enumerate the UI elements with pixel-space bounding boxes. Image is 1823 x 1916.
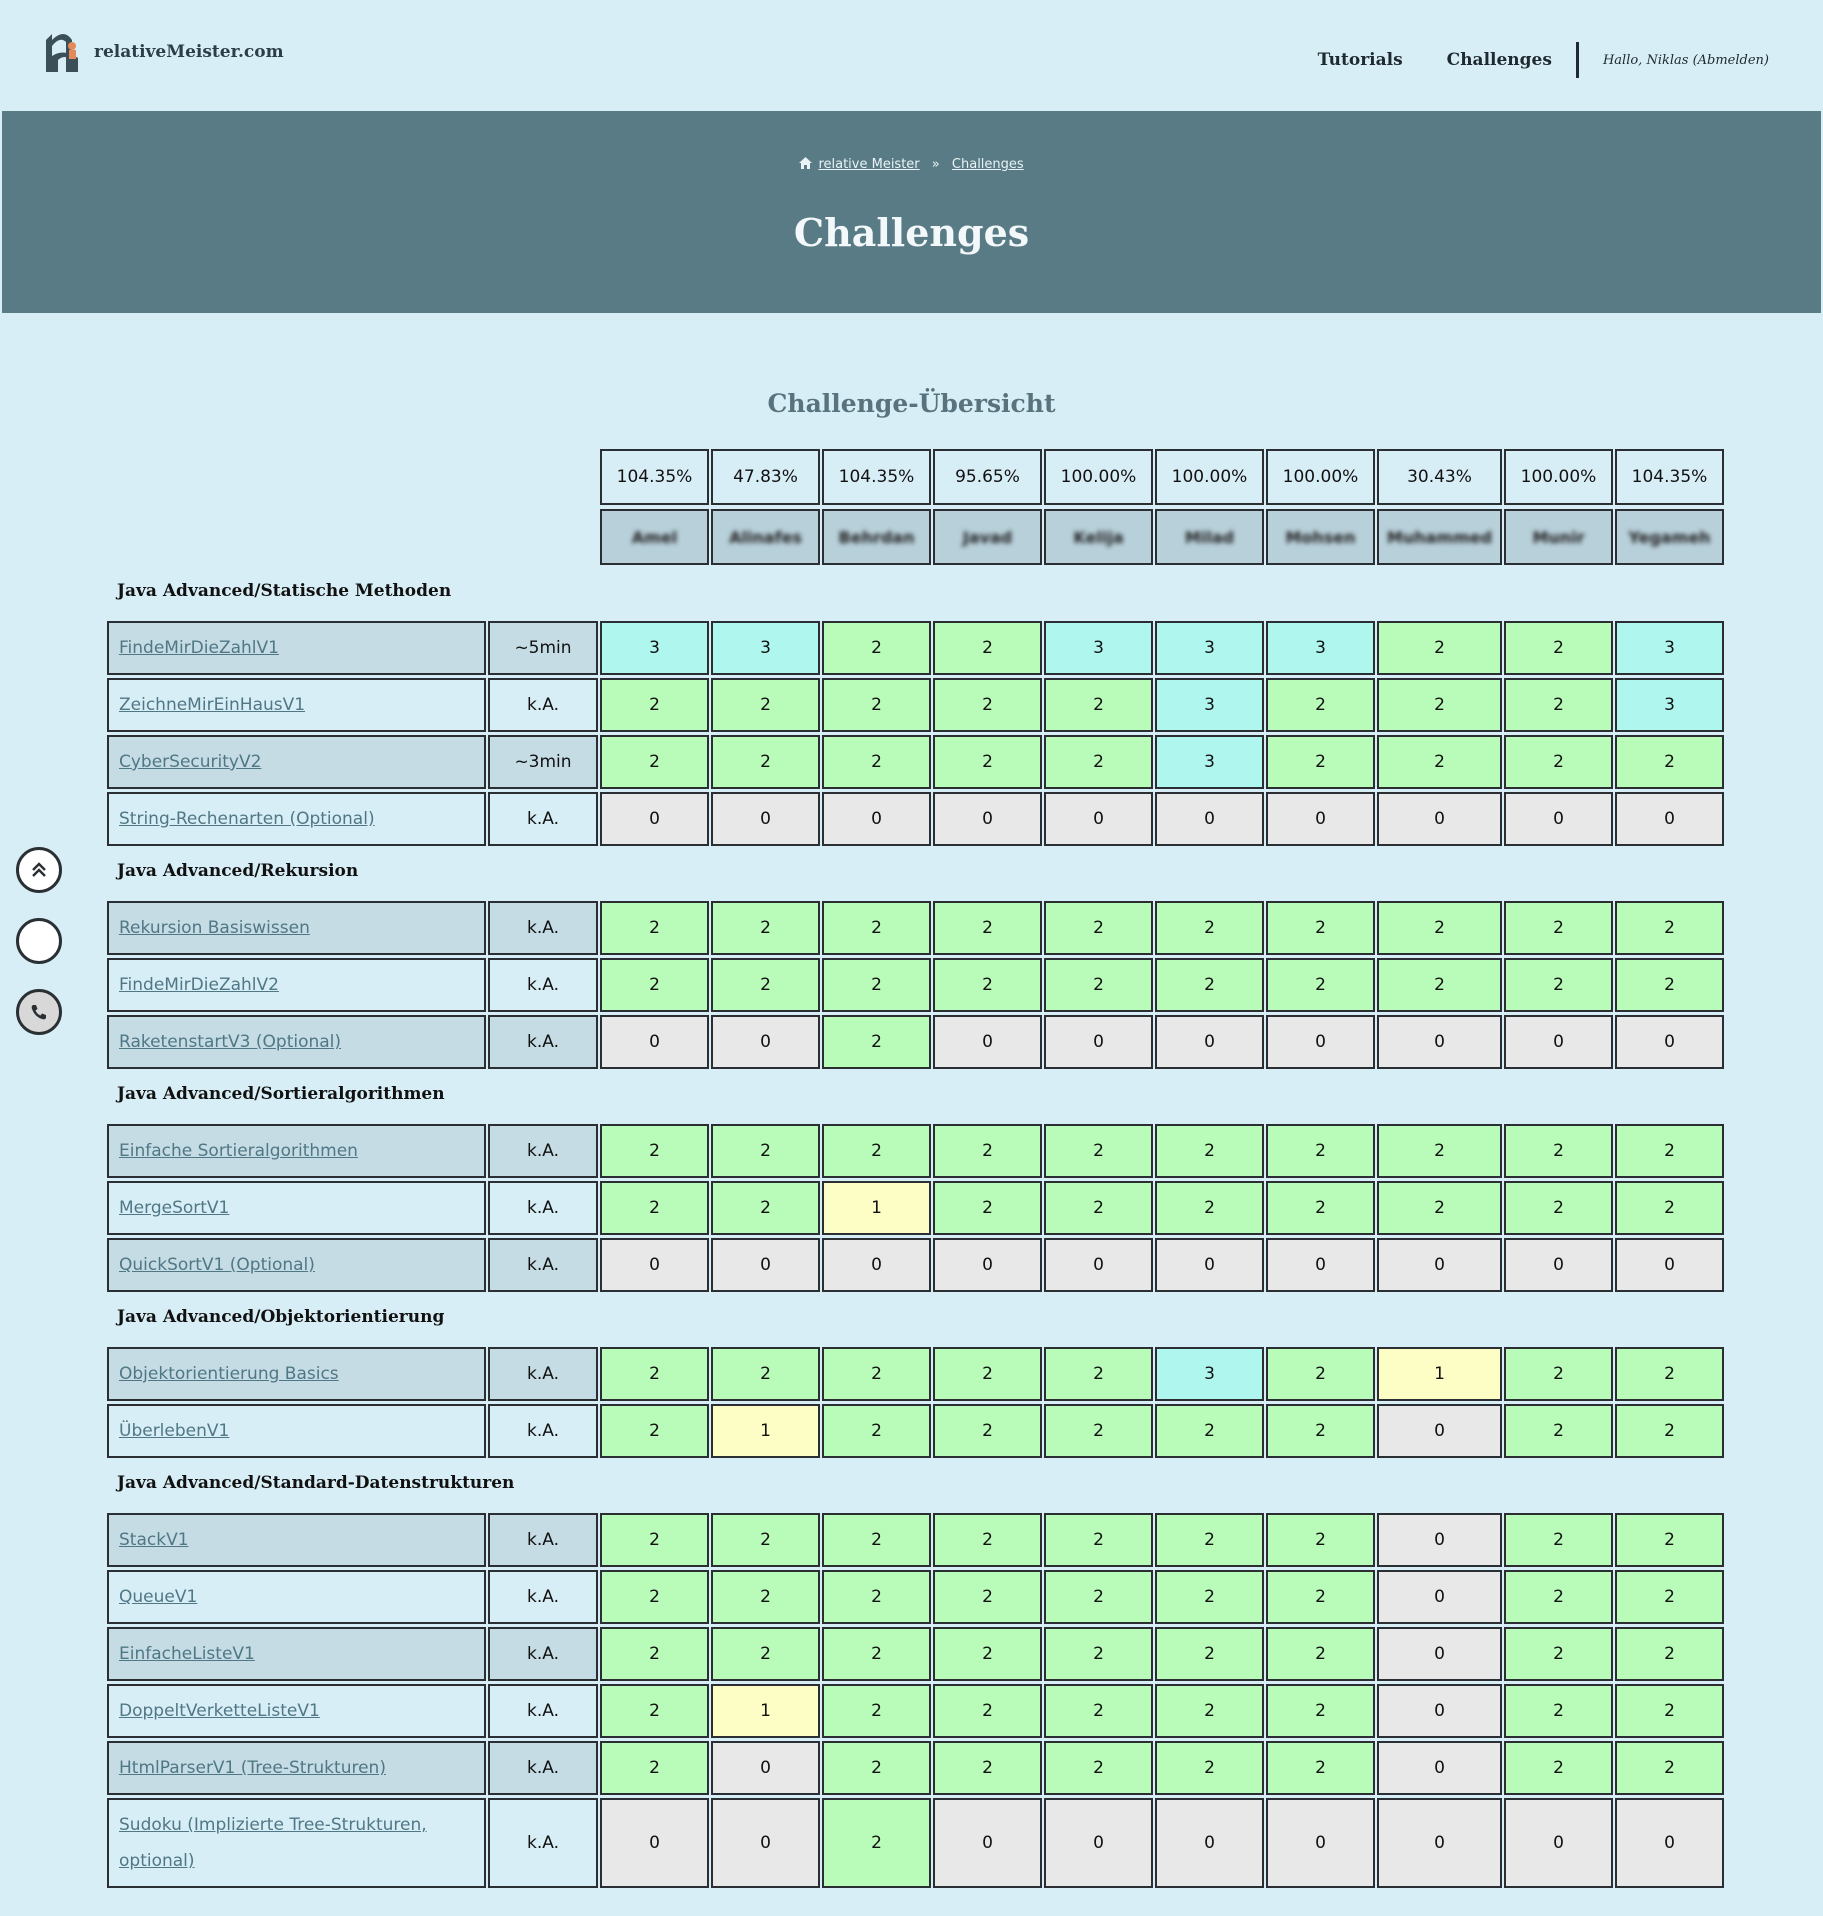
score-cell: 2 (933, 1627, 1042, 1681)
score-cell: 0 (600, 1798, 709, 1888)
score-cell: 2 (1266, 901, 1375, 955)
challenge-row (107, 1124, 486, 1178)
score-cell: 0 (711, 1015, 820, 1069)
score-cell: 2 (822, 1570, 931, 1624)
score-cell: 2 (1044, 958, 1153, 1012)
double-chevron-up-icon (29, 860, 49, 880)
completion-percent: 100.00% (1044, 449, 1153, 505)
score-cell: 2 (1266, 735, 1375, 789)
score-cell: 2 (1615, 1347, 1724, 1401)
score-cell: 2 (1504, 1570, 1613, 1624)
score-cell: 2 (822, 1015, 931, 1069)
challenge-row (107, 958, 486, 1012)
scroll-top-button[interactable] (16, 847, 62, 893)
score-cell: 0 (1377, 1684, 1502, 1738)
score-cell: 0 (1377, 1404, 1502, 1458)
score-cell: 2 (1155, 1627, 1264, 1681)
score-cell: 2 (1504, 1684, 1613, 1738)
score-cell: 2 (1615, 1513, 1724, 1567)
score-cell: 2 (1266, 1181, 1375, 1235)
score-cell: 2 (933, 621, 1042, 675)
category-heading: Java Advanced/Sortieralgorithmen (117, 1084, 445, 1104)
challenge-row (107, 792, 486, 846)
score-cell: 0 (933, 1015, 1042, 1069)
score-cell: 2 (1155, 1570, 1264, 1624)
score-cell: 2 (600, 1513, 709, 1567)
user-name: Javad (962, 527, 1013, 547)
score-cell: 2 (600, 1347, 709, 1401)
score-cell: 3 (1044, 621, 1153, 675)
challenge-link[interactable]: DoppeltVerketteListeV1 (119, 1701, 320, 1721)
score-cell: 2 (1504, 958, 1613, 1012)
score-cell: 2 (1377, 1181, 1502, 1235)
score-cell: 2 (1615, 901, 1724, 955)
score-cell: 2 (600, 1570, 709, 1624)
challenge-link[interactable]: HtmlParserV1 (Tree-Strukturen) (119, 1758, 386, 1778)
score-cell: 2 (600, 1181, 709, 1235)
estimated-time: ~5min (488, 621, 598, 675)
user-name-blurred (822, 509, 931, 565)
completion-percent: 104.35% (600, 449, 709, 505)
estimated-time: k.A. (488, 1404, 598, 1458)
challenge-link[interactable]: QuickSortV1 (Optional) (119, 1255, 315, 1275)
score-cell: 0 (822, 1238, 931, 1292)
score-cell: 2 (1155, 1741, 1264, 1795)
score-cell: 2 (1615, 1181, 1724, 1235)
challenge-link[interactable]: RaketenstartV3 (Optional) (119, 1032, 342, 1052)
score-cell: 2 (822, 678, 931, 732)
score-cell: 2 (1377, 901, 1502, 955)
score-cell: 0 (1266, 1798, 1375, 1888)
score-cell: 0 (1615, 1015, 1724, 1069)
challenge-row (107, 1238, 486, 1292)
completion-percent: 104.35% (822, 449, 931, 505)
score-cell: 2 (1504, 1513, 1613, 1567)
score-cell: 2 (822, 735, 931, 789)
completion-percent: 100.00% (1266, 449, 1375, 505)
score-cell: 2 (711, 1124, 820, 1178)
score-cell: 2 (600, 735, 709, 789)
score-cell: 2 (1266, 1627, 1375, 1681)
score-cell: 1 (822, 1181, 931, 1235)
estimated-time: k.A. (488, 1124, 598, 1178)
score-cell: 0 (1615, 1238, 1724, 1292)
score-cell: 2 (1044, 1347, 1153, 1401)
score-cell: 2 (1615, 1741, 1724, 1795)
estimated-time: k.A. (488, 958, 598, 1012)
breadcrumb-separator: » (931, 157, 940, 172)
challenge-link[interactable]: Sudoku (Implizierte Tree-Strukturen, optional) (119, 1815, 427, 1871)
estimated-time: k.A. (488, 792, 598, 846)
score-cell: 3 (1266, 621, 1375, 675)
score-cell: 2 (1377, 621, 1502, 675)
user-name: Alinafes (729, 527, 802, 547)
challenge-link[interactable]: ZeichneMirEinHausV1 (119, 695, 306, 715)
score-cell: 2 (933, 1124, 1042, 1178)
score-cell: 2 (822, 1684, 931, 1738)
score-cell: 2 (1615, 1124, 1724, 1178)
completion-percent: 100.00% (1504, 449, 1613, 505)
score-cell: 2 (1044, 1741, 1153, 1795)
completion-percent: 47.83% (711, 449, 820, 505)
score-cell: 2 (933, 1404, 1042, 1458)
estimated-time: k.A. (488, 1238, 598, 1292)
user-name: Munir (1532, 527, 1585, 547)
score-cell: 2 (1377, 678, 1502, 732)
score-cell: 2 (1504, 1181, 1613, 1235)
score-cell: 2 (822, 1798, 931, 1888)
score-cell: 2 (600, 1741, 709, 1795)
breadcrumb-home[interactable]: relative Meister (818, 157, 920, 172)
main-nav (1274, 42, 1769, 78)
score-cell: 2 (1044, 1684, 1153, 1738)
score-cell: 2 (1615, 1627, 1724, 1681)
score-cell: 2 (711, 735, 820, 789)
score-cell: 2 (600, 1627, 709, 1681)
user-name: Behrdan (838, 527, 915, 547)
user-name: Mohsen (1285, 527, 1356, 547)
score-cell: 0 (1266, 792, 1375, 846)
score-cell: 2 (600, 901, 709, 955)
score-cell: 2 (600, 958, 709, 1012)
section-title: Challenge-Übersicht (767, 389, 1056, 418)
score-cell: 0 (1155, 1015, 1264, 1069)
score-cell: 0 (1155, 792, 1264, 846)
score-cell: 2 (1504, 901, 1613, 955)
score-cell: 0 (1377, 1238, 1502, 1292)
score-cell: 3 (600, 621, 709, 675)
challenge-row (107, 678, 486, 732)
score-cell: 0 (600, 1015, 709, 1069)
score-cell: 2 (1044, 1513, 1153, 1567)
score-cell: 0 (933, 1798, 1042, 1888)
logo-icon (42, 26, 88, 78)
score-cell: 2 (711, 1181, 820, 1235)
challenge-row (107, 1347, 486, 1401)
score-cell: 2 (1155, 1684, 1264, 1738)
score-cell: 0 (1377, 792, 1502, 846)
breadcrumb (2, 157, 1821, 172)
score-cell: 3 (1155, 678, 1264, 732)
score-cell: 2 (822, 958, 931, 1012)
score-cell: 2 (711, 901, 820, 955)
score-cell: 0 (1377, 1741, 1502, 1795)
phone-button[interactable] (16, 989, 62, 1035)
estimated-time: ~3min (488, 735, 598, 789)
site-name: relativeMeister.com (94, 42, 284, 62)
completion-percent: 95.65% (933, 449, 1042, 505)
user-name: Kelija (1073, 527, 1124, 547)
score-cell: 2 (933, 678, 1042, 732)
score-cell: 2 (933, 1347, 1042, 1401)
user-name-blurred (711, 509, 820, 565)
challenge-link[interactable]: MergeSortV1 (119, 1198, 230, 1218)
estimated-time: k.A. (488, 1181, 598, 1235)
score-cell: 2 (933, 901, 1042, 955)
user-name: Milad (1184, 527, 1235, 547)
score-cell: 2 (1266, 958, 1375, 1012)
challenge-row (107, 1513, 486, 1567)
score-cell: 2 (933, 958, 1042, 1012)
user-name: Amel (631, 527, 678, 547)
score-cell: 0 (1377, 1015, 1502, 1069)
score-cell: 2 (933, 735, 1042, 789)
score-cell: 2 (1504, 621, 1613, 675)
score-cell: 2 (822, 1627, 931, 1681)
estimated-time: k.A. (488, 1570, 598, 1624)
site-header (2, 2, 1821, 111)
page-banner (2, 111, 1821, 313)
challenge-link[interactable]: String-Rechenarten (Optional) (119, 809, 375, 829)
user-greeting[interactable]: Hallo, Niklas (Abmelden) (1602, 52, 1769, 68)
challenge-row (107, 1015, 486, 1069)
completion-percent: 100.00% (1155, 449, 1264, 505)
score-cell: 2 (1044, 1181, 1153, 1235)
score-cell: 0 (1615, 792, 1724, 846)
score-cell: 2 (600, 1124, 709, 1178)
completion-percent: 30.43% (1377, 449, 1502, 505)
score-cell: 0 (1615, 1798, 1724, 1888)
score-cell: 2 (933, 1181, 1042, 1235)
estimated-time: k.A. (488, 1347, 598, 1401)
user-name: Yegameh (1628, 527, 1711, 547)
score-cell: 0 (1377, 1570, 1502, 1624)
score-cell: 2 (1155, 1124, 1264, 1178)
challenge-row (107, 1741, 486, 1795)
user-name-blurred (1155, 509, 1264, 565)
category-heading: Java Advanced/Standard-Datenstrukturen (117, 1473, 515, 1493)
score-cell: 2 (1266, 1684, 1375, 1738)
user-name-blurred (933, 509, 1042, 565)
challenge-link[interactable]: FindeMirDieZahlV1 (119, 638, 279, 658)
challenge-row (107, 1798, 486, 1888)
score-cell: 2 (711, 958, 820, 1012)
score-cell: 2 (1044, 1124, 1153, 1178)
score-cell: 2 (1155, 958, 1264, 1012)
score-cell: 2 (1615, 1684, 1724, 1738)
challenge-row (107, 1684, 486, 1738)
score-cell: 0 (600, 1238, 709, 1292)
score-cell: 3 (711, 621, 820, 675)
challenge-link[interactable]: ÜberlebenV1 (119, 1421, 230, 1441)
score-cell: 2 (822, 1741, 931, 1795)
estimated-time: k.A. (488, 1627, 598, 1681)
site-logo[interactable] (42, 26, 284, 78)
score-cell: 2 (1266, 1513, 1375, 1567)
score-cell: 2 (1044, 1627, 1153, 1681)
user-name-blurred (1377, 509, 1502, 565)
category-heading: Java Advanced/Objektorientierung (117, 1307, 445, 1327)
score-cell: 0 (711, 1238, 820, 1292)
score-cell: 2 (711, 678, 820, 732)
score-cell: 2 (1044, 678, 1153, 732)
challenge-row (107, 901, 486, 955)
phone-icon (29, 1002, 49, 1022)
score-cell: 0 (822, 792, 931, 846)
challenge-link[interactable]: FindeMirDieZahlV2 (119, 975, 279, 995)
score-cell: 0 (933, 1238, 1042, 1292)
score-cell: 0 (1155, 1238, 1264, 1292)
score-cell: 0 (1266, 1238, 1375, 1292)
user-name-blurred (1266, 509, 1375, 565)
score-cell: 2 (1504, 1741, 1613, 1795)
challenge-row (107, 1570, 486, 1624)
challenge-link[interactable]: Rekursion Basiswissen (119, 918, 310, 938)
score-cell: 1 (711, 1404, 820, 1458)
user-name: Muhammed (1386, 527, 1493, 547)
score-cell: 0 (1155, 1798, 1264, 1888)
score-cell: 2 (1044, 901, 1153, 955)
score-cell: 0 (1504, 1238, 1613, 1292)
score-cell: 2 (1155, 1513, 1264, 1567)
score-cell: 0 (1504, 792, 1613, 846)
estimated-time: k.A. (488, 901, 598, 955)
score-cell: 0 (933, 792, 1042, 846)
score-cell: 2 (1266, 1124, 1375, 1178)
score-cell: 2 (1615, 735, 1724, 789)
breadcrumb-current[interactable]: Challenges (951, 157, 1024, 172)
score-cell: 2 (1266, 1347, 1375, 1401)
score-cell: 0 (1377, 1513, 1502, 1567)
score-cell: 0 (1504, 1798, 1613, 1888)
score-cell: 0 (1266, 1015, 1375, 1069)
score-cell: 2 (1615, 1570, 1724, 1624)
score-cell: 0 (600, 792, 709, 846)
score-cell: 2 (1266, 1570, 1375, 1624)
score-cell: 2 (711, 1570, 820, 1624)
score-cell: 3 (1615, 621, 1724, 675)
score-cell: 3 (1155, 621, 1264, 675)
score-cell: 2 (711, 1627, 820, 1681)
score-cell: 2 (600, 678, 709, 732)
user-name-blurred (1044, 509, 1153, 565)
category-heading: Java Advanced/Statische Methoden (117, 581, 452, 601)
nav-challenges[interactable]: Challenges (1446, 50, 1552, 70)
score-cell: 2 (822, 1124, 931, 1178)
nav-tutorials[interactable]: Tutorials (1317, 50, 1403, 70)
score-cell: 2 (822, 1513, 931, 1567)
score-cell: 2 (1044, 735, 1153, 789)
score-cell: 2 (822, 1404, 931, 1458)
estimated-time: k.A. (488, 1684, 598, 1738)
score-cell: 1 (1377, 1347, 1502, 1401)
estimated-time: k.A. (488, 678, 598, 732)
score-cell: 2 (1044, 1404, 1153, 1458)
score-cell: 2 (933, 1684, 1042, 1738)
score-cell: 2 (1266, 1741, 1375, 1795)
score-cell: 2 (1266, 678, 1375, 732)
challenge-link[interactable]: EinfacheListeV1 (119, 1644, 255, 1664)
score-cell: 2 (1615, 958, 1724, 1012)
nav-divider (1576, 42, 1579, 78)
score-cell: 0 (1044, 1798, 1153, 1888)
home-icon (799, 157, 812, 169)
score-cell: 2 (822, 901, 931, 955)
score-cell: 2 (933, 1570, 1042, 1624)
challenge-link[interactable]: Objektorientierung Basics (119, 1364, 339, 1384)
user-name-blurred (600, 509, 709, 565)
score-cell: 2 (600, 1684, 709, 1738)
score-cell: 2 (1377, 1124, 1502, 1178)
score-cell: 0 (1044, 792, 1153, 846)
score-cell: 2 (933, 1513, 1042, 1567)
estimated-time: k.A. (488, 1741, 598, 1795)
score-cell: 2 (822, 621, 931, 675)
challenge-link[interactable]: StackV1 (119, 1530, 189, 1550)
score-cell: 0 (711, 792, 820, 846)
completion-percent: 104.35% (1615, 449, 1724, 505)
score-cell: 0 (1044, 1238, 1153, 1292)
score-cell: 3 (1615, 678, 1724, 732)
blank-circle-button[interactable] (16, 918, 62, 964)
challenge-link[interactable]: CyberSecurityV2 (119, 752, 262, 772)
score-cell: 2 (1504, 735, 1613, 789)
score-cell: 2 (1615, 1404, 1724, 1458)
challenge-link[interactable]: QueueV1 (119, 1587, 198, 1607)
score-cell: 2 (711, 1347, 820, 1401)
score-cell: 2 (1155, 901, 1264, 955)
score-cell: 2 (711, 1513, 820, 1567)
score-cell: 2 (1155, 1404, 1264, 1458)
score-cell: 2 (822, 1347, 931, 1401)
score-cell: 2 (1504, 1404, 1613, 1458)
estimated-time: k.A. (488, 1015, 598, 1069)
score-cell: 0 (1377, 1798, 1502, 1888)
score-cell: 3 (1155, 735, 1264, 789)
score-cell: 2 (1504, 1347, 1613, 1401)
score-cell: 2 (1504, 1627, 1613, 1681)
challenge-row (107, 1181, 486, 1235)
challenge-row (107, 621, 486, 675)
score-cell: 2 (600, 1404, 709, 1458)
score-cell: 0 (711, 1798, 820, 1888)
challenge-row (107, 1627, 486, 1681)
score-cell: 2 (1504, 678, 1613, 732)
user-name-blurred (1504, 509, 1613, 565)
score-cell: 2 (1377, 958, 1502, 1012)
score-cell: 0 (1044, 1015, 1153, 1069)
challenge-row (107, 1404, 486, 1458)
score-cell: 3 (1155, 1347, 1264, 1401)
score-cell: 2 (1377, 735, 1502, 789)
score-cell: 2 (1266, 1404, 1375, 1458)
score-cell: 0 (1504, 1015, 1613, 1069)
score-cell: 2 (1504, 1124, 1613, 1178)
estimated-time: k.A. (488, 1798, 598, 1888)
user-name-blurred (1615, 509, 1724, 565)
score-cell: 2 (1155, 1181, 1264, 1235)
challenge-link[interactable]: Einfache Sortieralgorithmen (119, 1141, 358, 1161)
category-heading: Java Advanced/Rekursion (117, 861, 359, 881)
score-cell: 0 (711, 1741, 820, 1795)
estimated-time: k.A. (488, 1513, 598, 1567)
score-cell: 2 (1044, 1570, 1153, 1624)
score-cell: 1 (711, 1684, 820, 1738)
score-cell: 0 (1377, 1627, 1502, 1681)
challenge-row (107, 735, 486, 789)
score-cell: 2 (933, 1741, 1042, 1795)
page-title: Challenges (793, 210, 1030, 255)
